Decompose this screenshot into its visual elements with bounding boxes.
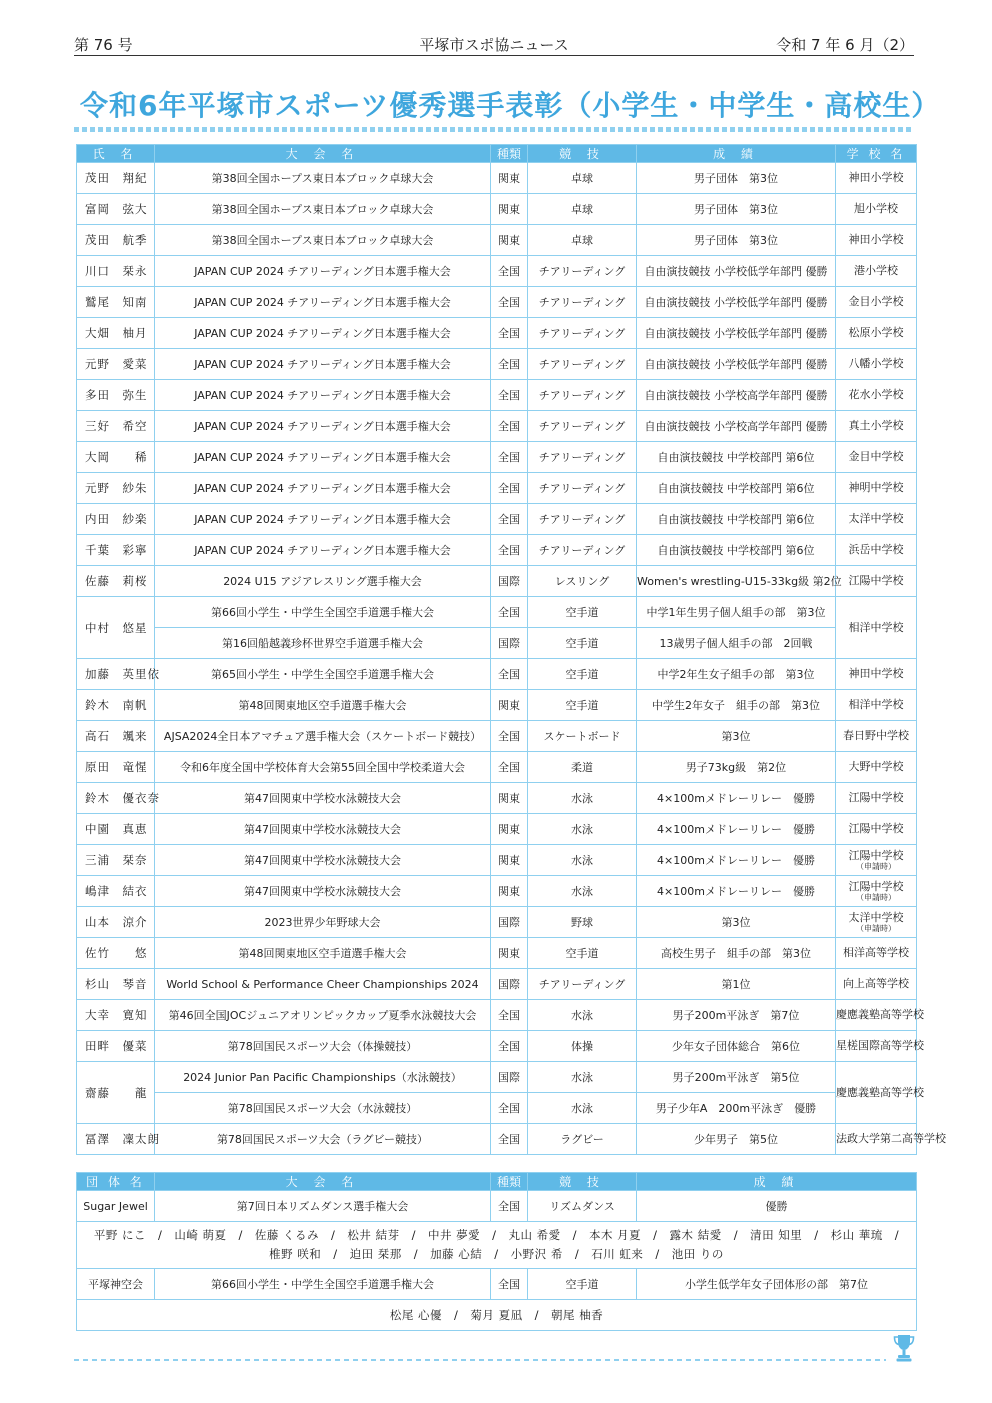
event-name: JAPAN CUP 2024 チアリーディング日本選手権大会 bbox=[155, 380, 491, 411]
event-name: JAPAN CUP 2024 チアリーディング日本選手権大会 bbox=[155, 535, 491, 566]
athlete-name: 内田 紗楽 bbox=[77, 504, 155, 535]
page-header bbox=[74, 30, 914, 56]
result: 4×100mメドレーリレー 優勝 bbox=[637, 814, 836, 845]
level: 国際 bbox=[491, 969, 528, 1000]
table-row bbox=[77, 442, 917, 473]
school-name bbox=[836, 907, 917, 938]
table-row bbox=[77, 1300, 917, 1331]
result: 男子団体 第3位 bbox=[637, 163, 836, 194]
school-label: 春日野中学校 bbox=[843, 729, 909, 742]
school-name bbox=[836, 535, 917, 566]
level: 関東 bbox=[491, 876, 528, 907]
event-name: JAPAN CUP 2024 チアリーディング日本選手権大会 bbox=[155, 504, 491, 535]
event-name: JAPAN CUP 2024 チアリーディング日本選手権大会 bbox=[155, 411, 491, 442]
level: 関東 bbox=[491, 814, 528, 845]
sport: 空手道 bbox=[528, 659, 637, 690]
event-name: 第16回船越義珍杯世界空手道選手権大会 bbox=[155, 628, 491, 659]
event-name: JAPAN CUP 2024 チアリーディング日本選手権大会 bbox=[155, 256, 491, 287]
school-label: 金目中学校 bbox=[848, 450, 904, 463]
event-name: 第47回関東中学校水泳競技大会 bbox=[155, 814, 491, 845]
school-label: 江陽中学校 bbox=[848, 791, 904, 804]
table-row bbox=[77, 1062, 917, 1093]
table-row bbox=[77, 504, 917, 535]
school-label: 相洋高等学校 bbox=[843, 946, 909, 959]
school-label: 神田小学校 bbox=[848, 171, 904, 184]
school-note: （申請時） bbox=[856, 892, 896, 902]
column-header: 氏 名 bbox=[77, 145, 155, 163]
school-name bbox=[836, 876, 917, 907]
individual-awards-body bbox=[77, 163, 946, 1155]
table-row bbox=[77, 1222, 917, 1269]
sport: チアリーディング bbox=[528, 380, 637, 411]
school-label: 江陽中学校 bbox=[848, 848, 904, 862]
school-label: 星槎国際高等学校 bbox=[836, 1039, 924, 1052]
event-name: 第78回国民スポーツ大会（体操競技） bbox=[155, 1031, 491, 1062]
event-name: 2023世界少年野球大会 bbox=[155, 907, 491, 938]
athlete-name: 高石 颯来 bbox=[77, 721, 155, 752]
sport: 水泳 bbox=[528, 814, 637, 845]
sport: レスリング bbox=[528, 566, 637, 597]
event-name: 第78回国民スポーツ大会（水泳競技） bbox=[155, 1093, 491, 1124]
school-name bbox=[836, 938, 917, 969]
member-list: 松尾 心優 / 菊月 夏凪 / 朝尾 柚香 bbox=[77, 1300, 917, 1331]
event-name: JAPAN CUP 2024 チアリーディング日本選手権大会 bbox=[155, 442, 491, 473]
school-label: 江陽中学校 bbox=[848, 574, 904, 587]
result: 第1位 bbox=[637, 969, 836, 1000]
column-header: 大 会 名 bbox=[155, 145, 491, 163]
sport: 水泳 bbox=[528, 845, 637, 876]
table-row bbox=[77, 287, 917, 318]
individual-awards-table bbox=[76, 144, 946, 1155]
level: 国際 bbox=[491, 1062, 528, 1093]
column-header: 団 体 名 bbox=[77, 1173, 155, 1191]
athlete-name: 杉山 琴音 bbox=[77, 969, 155, 1000]
school-name bbox=[836, 1062, 924, 1124]
event-name: 第48回関東地区空手道選手権大会 bbox=[155, 938, 491, 969]
level: 全国 bbox=[491, 1269, 528, 1300]
event-name: 第47回関東中学校水泳競技大会 bbox=[155, 845, 491, 876]
school-label: 江陽中学校 bbox=[848, 822, 904, 835]
level: 全国 bbox=[491, 1124, 528, 1155]
level: 全国 bbox=[491, 504, 528, 535]
school-note: （申請時） bbox=[856, 923, 896, 933]
table-row bbox=[77, 411, 917, 442]
school-name bbox=[836, 1124, 946, 1155]
result: 男子200m平泳ぎ 第7位 bbox=[637, 1000, 836, 1031]
sport: チアリーディング bbox=[528, 473, 637, 504]
event-name: 第38回全国ホープス東日本ブロック卓球大会 bbox=[155, 225, 491, 256]
athlete-name: 齋藤 龍 bbox=[77, 1062, 155, 1124]
level: 全国 bbox=[491, 1000, 528, 1031]
athlete-name: 鈴木 南帆 bbox=[77, 690, 155, 721]
athlete-name: 千葉 彩寧 bbox=[77, 535, 155, 566]
school-label: 旭小学校 bbox=[854, 202, 898, 215]
level: 関東 bbox=[491, 938, 528, 969]
athlete-name: 元野 愛菜 bbox=[77, 349, 155, 380]
level: 関東 bbox=[491, 783, 528, 814]
sport: 水泳 bbox=[528, 1093, 637, 1124]
school-name bbox=[836, 969, 917, 1000]
athlete-name: 川口 栞永 bbox=[77, 256, 155, 287]
sport: リズムダンス bbox=[528, 1191, 637, 1222]
member-list: 平野 にこ / 山崎 萌夏 / 佐藤 くるみ / 松井 結芽 / 中井 夢愛 / 丸山 希愛 / 本木 月夏 / 露木 結愛 / 清田 知里 / 杉山 華琉 / 椎野 咲和 / 迫田 栞那 / 加藤 心結 / 小野沢 希 / 石川 虹来 / 池田 りの bbox=[77, 1222, 917, 1269]
sport: 水泳 bbox=[528, 1000, 637, 1031]
level: 全国 bbox=[491, 1031, 528, 1062]
school-label: 慶應義塾高等学校 bbox=[836, 1085, 924, 1099]
result: 4×100mメドレーリレー 優勝 bbox=[637, 783, 836, 814]
table-row bbox=[77, 938, 917, 969]
result: 自由演技競技 小学校低学年部門 優勝 bbox=[637, 349, 836, 380]
sport: 卓球 bbox=[528, 225, 637, 256]
event-name: 2024 U15 アジアレスリング選手権大会 bbox=[155, 566, 491, 597]
school-name bbox=[836, 752, 917, 783]
column-header: 成 績 bbox=[637, 1173, 917, 1191]
column-header: 大 会 名 bbox=[155, 1173, 491, 1191]
sport: チアリーディング bbox=[528, 349, 637, 380]
sport: 空手道 bbox=[528, 938, 637, 969]
athlete-name: 佐藤 莉桜 bbox=[77, 566, 155, 597]
school-name bbox=[836, 287, 917, 318]
level: 全国 bbox=[491, 349, 528, 380]
table-header-row bbox=[77, 145, 917, 163]
level: 関東 bbox=[491, 194, 528, 225]
athlete-name: 佐竹 悠 bbox=[77, 938, 155, 969]
school-note: （申請時） bbox=[856, 861, 896, 871]
level: 全国 bbox=[491, 473, 528, 504]
level: 関東 bbox=[491, 225, 528, 256]
athlete-name: 茂田 航季 bbox=[77, 225, 155, 256]
school-name bbox=[836, 194, 917, 225]
athlete-name: 茂田 翔紀 bbox=[77, 163, 155, 194]
event-name: 第66回小学生・中学生全国空手道選手権大会 bbox=[155, 597, 491, 628]
column-header: 種類 bbox=[491, 1173, 528, 1191]
result: Women's wrestling-U15-33kg級 第2位 bbox=[637, 566, 836, 597]
school-label: 港小学校 bbox=[854, 264, 898, 277]
event-name: 第66回小学生・中学生全国空手道選手権大会 bbox=[155, 1269, 491, 1300]
school-label: 太洋中学校 bbox=[848, 512, 904, 525]
event-name: 第46回全国JOCジュニアオリンピックカップ夏季水泳競技大会 bbox=[155, 1000, 491, 1031]
school-label: 法政大学第二高等学校 bbox=[836, 1132, 946, 1145]
table-row bbox=[77, 814, 917, 845]
sport: 空手道 bbox=[528, 690, 637, 721]
result: 中学2年生女子組手の部 第3位 bbox=[637, 659, 836, 690]
column-header: 学 校 名 bbox=[836, 145, 917, 163]
result: 男子73kg級 第2位 bbox=[637, 752, 836, 783]
level: 全国 bbox=[491, 442, 528, 473]
sport: チアリーディング bbox=[528, 287, 637, 318]
athlete-name: 中園 真恵 bbox=[77, 814, 155, 845]
event-name: 第47回関東中学校水泳競技大会 bbox=[155, 783, 491, 814]
athlete-name: 富岡 弦大 bbox=[77, 194, 155, 225]
sport: 空手道 bbox=[528, 628, 637, 659]
column-header: 種類 bbox=[491, 145, 528, 163]
table-row bbox=[77, 845, 917, 876]
result: 優勝 bbox=[637, 1191, 917, 1222]
school-name bbox=[836, 225, 917, 256]
table-row bbox=[77, 225, 917, 256]
athlete-name: 大幸 寛知 bbox=[77, 1000, 155, 1031]
result: 自由演技競技 中学校部門 第6位 bbox=[637, 504, 836, 535]
school-name bbox=[836, 163, 917, 194]
athlete-name: 元野 紗朱 bbox=[77, 473, 155, 504]
sport: ラグビー bbox=[528, 1124, 637, 1155]
school-name bbox=[836, 659, 917, 690]
sport: チアリーディング bbox=[528, 969, 637, 1000]
school-label: 真土小学校 bbox=[848, 419, 904, 432]
result: 自由演技競技 小学校低学年部門 優勝 bbox=[637, 287, 836, 318]
table-row bbox=[77, 318, 917, 349]
school-name bbox=[836, 597, 917, 659]
table-row bbox=[77, 1000, 917, 1031]
result: 男子団体 第3位 bbox=[637, 225, 836, 256]
sport: スケートボード bbox=[528, 721, 637, 752]
title-divider bbox=[74, 127, 914, 132]
table-row bbox=[77, 752, 917, 783]
school-name bbox=[836, 318, 917, 349]
table-row bbox=[77, 1031, 917, 1062]
level: 全国 bbox=[491, 721, 528, 752]
level: 全国 bbox=[491, 535, 528, 566]
table-row bbox=[77, 659, 917, 690]
level: 全国 bbox=[491, 659, 528, 690]
sport: 野球 bbox=[528, 907, 637, 938]
result: 4×100mメドレーリレー 優勝 bbox=[637, 845, 836, 876]
result: 自由演技競技 小学校低学年部門 優勝 bbox=[637, 256, 836, 287]
school-label: 浜岳中学校 bbox=[848, 543, 904, 556]
event-name: JAPAN CUP 2024 チアリーディング日本選手権大会 bbox=[155, 318, 491, 349]
result: 自由演技競技 中学校部門 第6位 bbox=[637, 473, 836, 504]
level: 関東 bbox=[491, 690, 528, 721]
school-name bbox=[836, 783, 917, 814]
table-row bbox=[77, 380, 917, 411]
level: 全国 bbox=[491, 1191, 528, 1222]
level: 全国 bbox=[491, 256, 528, 287]
level: 国際 bbox=[491, 907, 528, 938]
level: 全国 bbox=[491, 287, 528, 318]
event-name: JAPAN CUP 2024 チアリーディング日本選手権大会 bbox=[155, 287, 491, 318]
result: 第3位 bbox=[637, 907, 836, 938]
school-label: 松原小学校 bbox=[848, 326, 904, 339]
trophy-icon bbox=[893, 1333, 915, 1363]
athlete-name: 三好 希空 bbox=[77, 411, 155, 442]
result: 13歳男子個人組手の部 2回戦 bbox=[637, 628, 836, 659]
school-label: 金目小学校 bbox=[848, 295, 904, 308]
table-row bbox=[77, 1191, 917, 1222]
school-name bbox=[836, 1031, 924, 1062]
school-name bbox=[836, 256, 917, 287]
table-row bbox=[77, 1269, 917, 1300]
table-row bbox=[77, 876, 917, 907]
result: 中学1年生男子個人組手の部 第3位 bbox=[637, 597, 836, 628]
column-header: 競 技 bbox=[528, 1173, 637, 1191]
school-label: 花水小学校 bbox=[848, 388, 904, 401]
team-name: Sugar Jewel bbox=[77, 1191, 155, 1222]
school-name bbox=[836, 411, 917, 442]
school-label: 神明中学校 bbox=[848, 481, 904, 494]
result: 男子200m平泳ぎ 第5位 bbox=[637, 1062, 836, 1093]
table-row bbox=[77, 566, 917, 597]
sport: 水泳 bbox=[528, 783, 637, 814]
table-row bbox=[77, 1124, 917, 1155]
athlete-name: 中村 悠星 bbox=[77, 597, 155, 659]
footer-divider bbox=[74, 1359, 886, 1361]
group-awards-body bbox=[77, 1191, 917, 1331]
column-header: 競 技 bbox=[528, 145, 637, 163]
result: 自由演技競技 中学校部門 第6位 bbox=[637, 442, 836, 473]
result: 自由演技競技 中学校部門 第6位 bbox=[637, 535, 836, 566]
level: 国際 bbox=[491, 628, 528, 659]
level: 関東 bbox=[491, 163, 528, 194]
sport: チアリーディング bbox=[528, 442, 637, 473]
table-row bbox=[77, 907, 917, 938]
event-name: 第38回全国ホープス東日本ブロック卓球大会 bbox=[155, 163, 491, 194]
result: 第3位 bbox=[637, 721, 836, 752]
table-row bbox=[77, 473, 917, 504]
school-name bbox=[836, 1000, 924, 1031]
school-label: 神田中学校 bbox=[848, 667, 904, 680]
athlete-name: 三浦 栞奈 bbox=[77, 845, 155, 876]
result: 自由演技競技 小学校高学年部門 優勝 bbox=[637, 411, 836, 442]
level: 全国 bbox=[491, 411, 528, 442]
level: 関東 bbox=[491, 845, 528, 876]
result: 男子団体 第3位 bbox=[637, 194, 836, 225]
school-name bbox=[836, 566, 917, 597]
sport: 空手道 bbox=[528, 597, 637, 628]
event-name: 第65回小学生・中学生全国空手道選手権大会 bbox=[155, 659, 491, 690]
issue-date: 令和 7 年 6 月（2） bbox=[776, 36, 914, 54]
page-title: 令和6年平塚市スポーツ優秀選手表彰（小学生・中学生・高校生） bbox=[80, 89, 941, 122]
sport: 空手道 bbox=[528, 1269, 637, 1300]
table-row bbox=[77, 628, 917, 659]
athlete-name: 田畔 優菜 bbox=[77, 1031, 155, 1062]
sport: 柔道 bbox=[528, 752, 637, 783]
school-label: 相洋中学校 bbox=[848, 620, 904, 634]
sport: 体操 bbox=[528, 1031, 637, 1062]
table-row bbox=[77, 256, 917, 287]
athlete-name: 嶋津 結衣 bbox=[77, 876, 155, 907]
result: 男子少年A 200m平泳ぎ 優勝 bbox=[637, 1093, 836, 1124]
event-name: JAPAN CUP 2024 チアリーディング日本選手権大会 bbox=[155, 473, 491, 504]
level: 全国 bbox=[491, 1093, 528, 1124]
school-label: 神田小学校 bbox=[848, 233, 904, 246]
athlete-name: 冨澤 凜太朗 bbox=[77, 1124, 155, 1155]
school-label: 八幡小学校 bbox=[848, 357, 904, 370]
event-name: 第38回全国ホープス東日本ブロック卓球大会 bbox=[155, 194, 491, 225]
event-name: 第47回関東中学校水泳競技大会 bbox=[155, 876, 491, 907]
result: 小学生低学年女子団体形の部 第7位 bbox=[637, 1269, 917, 1300]
result: 自由演技競技 小学校高学年部門 優勝 bbox=[637, 380, 836, 411]
school-name bbox=[836, 845, 917, 876]
school-label: 慶應義塾高等学校 bbox=[836, 1008, 924, 1021]
table-row bbox=[77, 163, 917, 194]
table-row bbox=[77, 349, 917, 380]
event-name: World School & Performance Cheer Championships 2024 bbox=[155, 969, 491, 1000]
event-name: 2024 Junior Pan Pacific Championships（水泳競技） bbox=[155, 1062, 491, 1093]
table-header-row bbox=[77, 1173, 917, 1191]
sport: 水泳 bbox=[528, 876, 637, 907]
athlete-name: 大岡 稀 bbox=[77, 442, 155, 473]
team-name: 平塚神空会 bbox=[77, 1269, 155, 1300]
school-name bbox=[836, 504, 917, 535]
school-label: 太洋中学校 bbox=[848, 910, 904, 924]
newsletter-name: 平塚市スポ協ニュース bbox=[419, 36, 569, 54]
sport: チアリーディング bbox=[528, 535, 637, 566]
event-name: JAPAN CUP 2024 チアリーディング日本選手権大会 bbox=[155, 349, 491, 380]
table-row bbox=[77, 969, 917, 1000]
result: 自由演技競技 小学校低学年部門 優勝 bbox=[637, 318, 836, 349]
school-name bbox=[836, 721, 917, 752]
result: 中学生2年女子 組手の部 第3位 bbox=[637, 690, 836, 721]
level: 全国 bbox=[491, 318, 528, 349]
school-name bbox=[836, 442, 917, 473]
column-header: 成 績 bbox=[637, 145, 836, 163]
athlete-name: 多田 弥生 bbox=[77, 380, 155, 411]
sport: チアリーディング bbox=[528, 318, 637, 349]
athlete-name: 山本 涼介 bbox=[77, 907, 155, 938]
sport: チアリーディング bbox=[528, 411, 637, 442]
athlete-name: 大畑 柚月 bbox=[77, 318, 155, 349]
sport: 水泳 bbox=[528, 1062, 637, 1093]
school-label: 向上高等学校 bbox=[843, 977, 909, 990]
event-name: 第78回国民スポーツ大会（ラグビー競技） bbox=[155, 1124, 491, 1155]
athlete-name: 鈴木 優衣奈 bbox=[77, 783, 155, 814]
result: 4×100mメドレーリレー 優勝 bbox=[637, 876, 836, 907]
level: 全国 bbox=[491, 380, 528, 411]
result: 高校生男子 組手の部 第3位 bbox=[637, 938, 836, 969]
table-row bbox=[77, 1093, 917, 1124]
sport: 卓球 bbox=[528, 163, 637, 194]
school-label: 大野中学校 bbox=[848, 760, 904, 773]
group-awards-table bbox=[76, 1172, 917, 1331]
event-name: AJSA2024全日本アマチュア選手権大会（スケートボード競技） bbox=[155, 721, 491, 752]
table-row bbox=[77, 783, 917, 814]
event-name: 令和6年度全国中学校体育大会第55回全国中学校柔道大会 bbox=[155, 752, 491, 783]
school-label: 江陽中学校 bbox=[848, 879, 904, 893]
table-row bbox=[77, 721, 917, 752]
athlete-name: 鷲尾 知南 bbox=[77, 287, 155, 318]
issue-number: 第 76 号 bbox=[74, 36, 133, 54]
table-row bbox=[77, 690, 917, 721]
table-row bbox=[77, 535, 917, 566]
event-name: 第48回関東地区空手道選手権大会 bbox=[155, 690, 491, 721]
school-name bbox=[836, 814, 917, 845]
level: 全国 bbox=[491, 752, 528, 783]
table-row bbox=[77, 597, 917, 628]
sport: 卓球 bbox=[528, 194, 637, 225]
level: 全国 bbox=[491, 597, 528, 628]
result: 少年男子 第5位 bbox=[637, 1124, 836, 1155]
table-row bbox=[77, 194, 917, 225]
athlete-name: 加藤 英里依 bbox=[77, 659, 155, 690]
school-name bbox=[836, 690, 917, 721]
sport: チアリーディング bbox=[528, 256, 637, 287]
sport: チアリーディング bbox=[528, 504, 637, 535]
school-name bbox=[836, 380, 917, 411]
school-label: 相洋中学校 bbox=[848, 698, 904, 711]
athlete-name: 原田 竜惺 bbox=[77, 752, 155, 783]
event-name: 第7回日本リズムダンス選手権大会 bbox=[155, 1191, 491, 1222]
result: 少年女子団体総合 第6位 bbox=[637, 1031, 836, 1062]
school-name bbox=[836, 349, 917, 380]
level: 国際 bbox=[491, 566, 528, 597]
school-name bbox=[836, 473, 917, 504]
